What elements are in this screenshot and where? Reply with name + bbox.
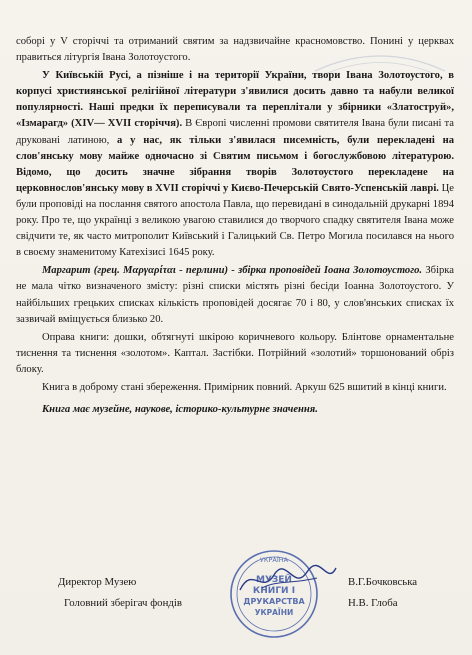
bold-italic-text: Маргарит (грец. Μαργαρίται - перлини) - збірка проповідей Іоана Золотоустого. <box>42 265 423 277</box>
role-chief-custodian: Головний зберігач фондів <box>64 597 182 609</box>
role-director: Директор Музею <box>58 576 137 588</box>
name-chief-custodian: Н.В. Глоба <box>348 597 398 609</box>
paragraph-intro: соборі у V сторіччі та отриманий святим за надзвичайне красномовство. Понині у церквах правиться літургія Івана Золотоустого. <box>16 36 454 64</box>
stamp-line-3: КНИГИ І <box>252 586 296 596</box>
stamp-line-4: ДРУКАРСТВА <box>243 597 305 606</box>
stamp-line-1: УКРАЇНА <box>259 556 289 564</box>
handwritten-signature <box>232 560 342 600</box>
paragraph-condition: Книга в доброму стані збереження. Примірник повний. Аркуш 625 вшитий в кінці книги. <box>42 381 447 393</box>
stamp-line-2: МУЗЕЙ <box>256 575 292 585</box>
stamp-line-5: УКРАЇНИ <box>254 608 294 617</box>
paragraph-binding: Оправа книги: дошки, обтягнуті шкірою коричневого кольору. Блінтове орнаментальне тиснення та тиснення «золотом». Каптал. Застібки. Потрійний «золотий» торшонований обріз блоку. <box>16 331 454 375</box>
paragraph-margaryt: Маргарит (грец. Μαργαρίται - перлини) - збірка проповідей Іоана Золотоустого. Збірка не мала чітко визначеного змісту: різні списки містять різні бесіди Іоанна Золотоустого. У найбільших грецьких списках кількість проповідей досягає 70 і 80, у слов'янських списках їх зазвичай вміщується близько 20. <box>16 265 454 325</box>
signature-names <box>348 572 417 614</box>
bold-text: У Київській Русі, а пізніше і на території України, твори Івана Золотоустого, в корпусі християнської релігійної літератури з'явилися досить давно та набули великої популярності. Наші предки їх переписували та переплітали у збірники «Златоструй», «Ізмарагд» (XIV— XVII сторіччя). <box>16 70 454 130</box>
name-director: В.Г.Бочковська <box>348 576 418 588</box>
paragraph-significance: Книга має музейне, наукове, історико-культурне значення. <box>42 404 318 416</box>
bold-text: а у нас, як тільки з'явилася писемність, були перекладені на слов'янську мову майже одночасно зі Святим письмом і богослужбовою літературою. Відомо, що досить значне зібрання творів Золотоустого перекладене на церковнослов'янську мову в XVII сторіччі у Києво-Печерській Свято-Успенській лаврі. <box>16 134 455 194</box>
signature-roles <box>58 572 182 614</box>
paragraph-kyivan-rus: У Київській Русі, а пізніше і на території України, твори Івана Золотоустого, в корпусі християнської релігійної літератури з'явилися досить давно та набули великої популярності. Наші предки їх переписували та переплітали у збірники «Златоструй», «Ізмарагд» (XIV— XVII сторіччя). В Європі численні промови святителя Івана були писані та друковані латиною, а у нас, як тільки з'явилася писемність, були перекладені на слов'янську мову майже одночасно зі Святим письмом і богослужбовою літературою. Відомо, що досить значне зібрання творів Золотоустого перекладене на церковнослов'янську мову в XVII сторіччі у Києво-Печерській Свято-Успенській лаврі. Це були проповіді на послання святого апостола Павла, що перевидані в синодальній друкарні 1894 року. Про те, що українці з великою увагою ставилися до творчого спадку святителя Івана може свідчити те, як часто митрополит Київський і Галицький Св. Петро Могила посилався на нього в своєму знаменитому Катехізисі 1645 року. <box>16 70 455 259</box>
document-body <box>16 34 454 420</box>
